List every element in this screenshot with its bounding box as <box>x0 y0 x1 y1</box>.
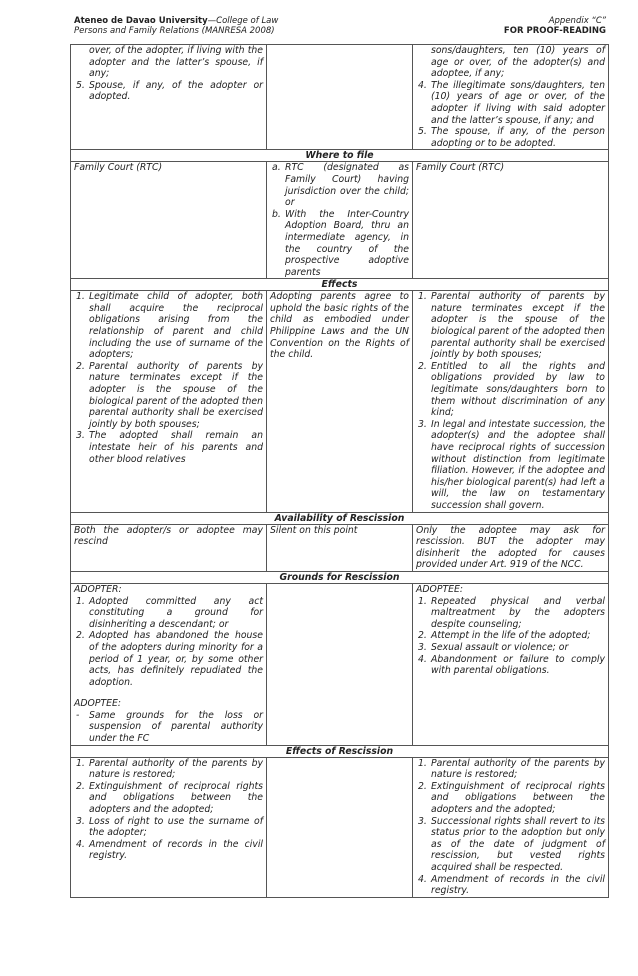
list-item: 2. Extinguishment of reciprocal rights and obligations between the adopters and the adopted; <box>76 780 263 816</box>
cell-fc-venue: Family Court (RTC) <box>413 162 609 279</box>
cell-intercountry-parties <box>267 45 413 150</box>
section-title-rescission-effects: Effects of Rescission <box>71 745 609 757</box>
cell-fc-effects <box>413 291 609 512</box>
cell-intercountry-effects: Adopting parents agree to uphold the basic rights of the child as embodied under Philippine Laws and the UN Convention on the Rights of the child. <box>267 291 413 512</box>
cell-fc-grounds <box>413 583 609 745</box>
list-item: 1. Parental authority of parents by nature terminates except if the adopter is the spouse of the biological parent of the adopted then parental authority shall be exercised jointly by both spouses; <box>418 291 605 361</box>
header-left <box>74 16 278 36</box>
cell-domestic-grounds <box>71 583 267 745</box>
section-heading-row <box>71 150 609 162</box>
grounds-adoptee-heading: ADOPTEE: <box>74 698 122 710</box>
grounds-adopter-heading: ADOPTER: <box>74 583 122 595</box>
grounds-adoptee-heading: ADOPTEE: <box>416 583 464 595</box>
list-item: 2. Extinguishment of reciprocal rights and obligations between the adopters and the adopted; <box>418 780 605 816</box>
list-item: 5. Spouse, if any, of the adopter or adopted. <box>76 79 263 103</box>
table-row-rescission-effects <box>71 757 609 897</box>
cell-intercountry-venue <box>267 162 413 279</box>
list-item: sons/daughters, ten (10) years of age or over, of the adopter(s) and adoptee, if any; <box>431 45 605 80</box>
college-name: —College of Law <box>207 16 279 26</box>
cell-intercountry-availability: Silent on this point <box>267 524 413 571</box>
list-item: 4. Amendment of records in the civil registry. <box>418 873 605 897</box>
section-title-effects: Effects <box>71 279 609 291</box>
list-item: a. RTC (designated as Family Court) having jurisdiction over the child; or <box>272 162 409 209</box>
list-item: 1. Legitimate child of adopter, both shall acquire the reciprocal obligations arising from the relationship of parent and child including the use of surname of the adopters; <box>76 291 263 361</box>
section-title-availability: Availability of Rescission <box>71 512 609 524</box>
section-title-where-to-file: Where to file <box>71 150 609 162</box>
list-item: 4. The illegitimate sons/daughters, ten (10) years of age or over, of the adopter if living with said adopter and the latter’s spouse, if any; and <box>418 79 605 126</box>
cell-fc-rescission-effects <box>413 757 609 897</box>
table-row-parties-continued <box>71 45 609 150</box>
list-item: 2. Entitled to all the rights and obligations provided by law to legitimate sons/daughters born to them without discrimination of any kind; <box>418 360 605 419</box>
cell-fc-availability: Only the adoptee may ask for rescission. BUT the adopter may disinherit the adopted for causes provided under Art. 919 of the NCC. <box>413 524 609 571</box>
list-item: b. With the Inter-Country Adoption Board, thru an intermediate agency, in the country of the prospective adoptive parents <box>272 208 409 278</box>
list-item: 3. Sexual assault or violence; or <box>418 641 569 653</box>
list-item: 2. Adopted has abandoned the house of the adopters during minority for a period of 1 year, or, by some other acts, has definitely repudiated the adoption. <box>76 630 263 688</box>
cell-domestic-venue: Family Court (RTC) <box>71 162 267 279</box>
cell-domestic-rescission-effects <box>71 757 267 897</box>
list-item: 4. Abandonment or failure to comply with parental obligations. <box>418 653 605 677</box>
cell-domestic-parties <box>71 45 267 150</box>
list-item: 4. Amendment of records in the civil registry. <box>76 838 263 862</box>
list-item: 3. Loss of right to use the surname of the adopter; <box>76 815 263 839</box>
cell-intercountry-rescission-effects <box>267 757 413 897</box>
section-heading-row <box>71 571 609 583</box>
list-item: 3. In legal and intestate succession, the adopter(s) and the adoptee shall have reciprocal rights of succession without distinction from legitimate filiation. However, if the adoptee and his/her biological parent(s) had left a will, the law on testamentary succession shall govern. <box>418 418 605 511</box>
list-item: - Same grounds for the loss or suspension of parental authority under the FC <box>76 709 263 745</box>
section-heading-row <box>71 745 609 757</box>
table-row-grounds <box>71 583 609 745</box>
adoption-comparison-table <box>70 44 609 898</box>
section-heading-row <box>71 279 609 291</box>
section-heading-row <box>71 512 609 524</box>
list-item: 3. The adopted shall remain an intestate heir of his parents and other blood relatives <box>76 430 263 465</box>
list-item: 2. Attempt in the life of the adopted; <box>418 630 591 642</box>
table-row-where-to-file <box>71 162 609 279</box>
list-item: 3. Successional rights shall revert to its status prior to the adoption but only as of the date of judgment of rescission, but vested rights acquired shall be respected. <box>418 815 605 873</box>
cell-domestic-effects <box>71 291 267 512</box>
list-item: 5. The spouse, if any, of the person adopting or to be adopted. <box>418 126 605 149</box>
list-item: 2. Parental authority of parents by nature terminates except if the adopter is the spouse of the biological parent of the adopted then parental authority shall be exercised jointly by both spouses; <box>76 360 263 430</box>
course-name: Persons and Family Relations (MANRESA 2008) <box>74 26 275 36</box>
proofreading-status: FOR PROOF-READING <box>503 26 606 36</box>
cell-fc-parties <box>413 45 609 150</box>
page-header <box>74 16 608 45</box>
header-right <box>504 16 606 36</box>
appendix-label: Appendix “C” <box>548 16 606 26</box>
list-item: 1. Parental authority of the parents by nature is restored; <box>76 757 263 781</box>
table-row-availability <box>71 524 609 571</box>
list-item: 1. Adopted committed any act constituting a ground for disinheriting a descendant; or <box>76 595 263 630</box>
list-item: 1. Parental authority of the parents by nature is restored; <box>418 757 605 781</box>
list-item: over, of the adopter, if living with the adopter and the latter’s spouse, if any; <box>89 45 263 80</box>
section-title-grounds: Grounds for Rescission <box>71 571 609 583</box>
list-item: 1. Repeated physical and verbal maltreatment by the adopters despite counseling; <box>418 595 605 630</box>
institution-name: Ateneo de Davao University <box>74 16 208 26</box>
cell-domestic-availability: Both the adopter/s or adoptee may rescind <box>71 524 267 571</box>
cell-intercountry-grounds <box>267 583 413 745</box>
table-row-effects <box>71 291 609 512</box>
